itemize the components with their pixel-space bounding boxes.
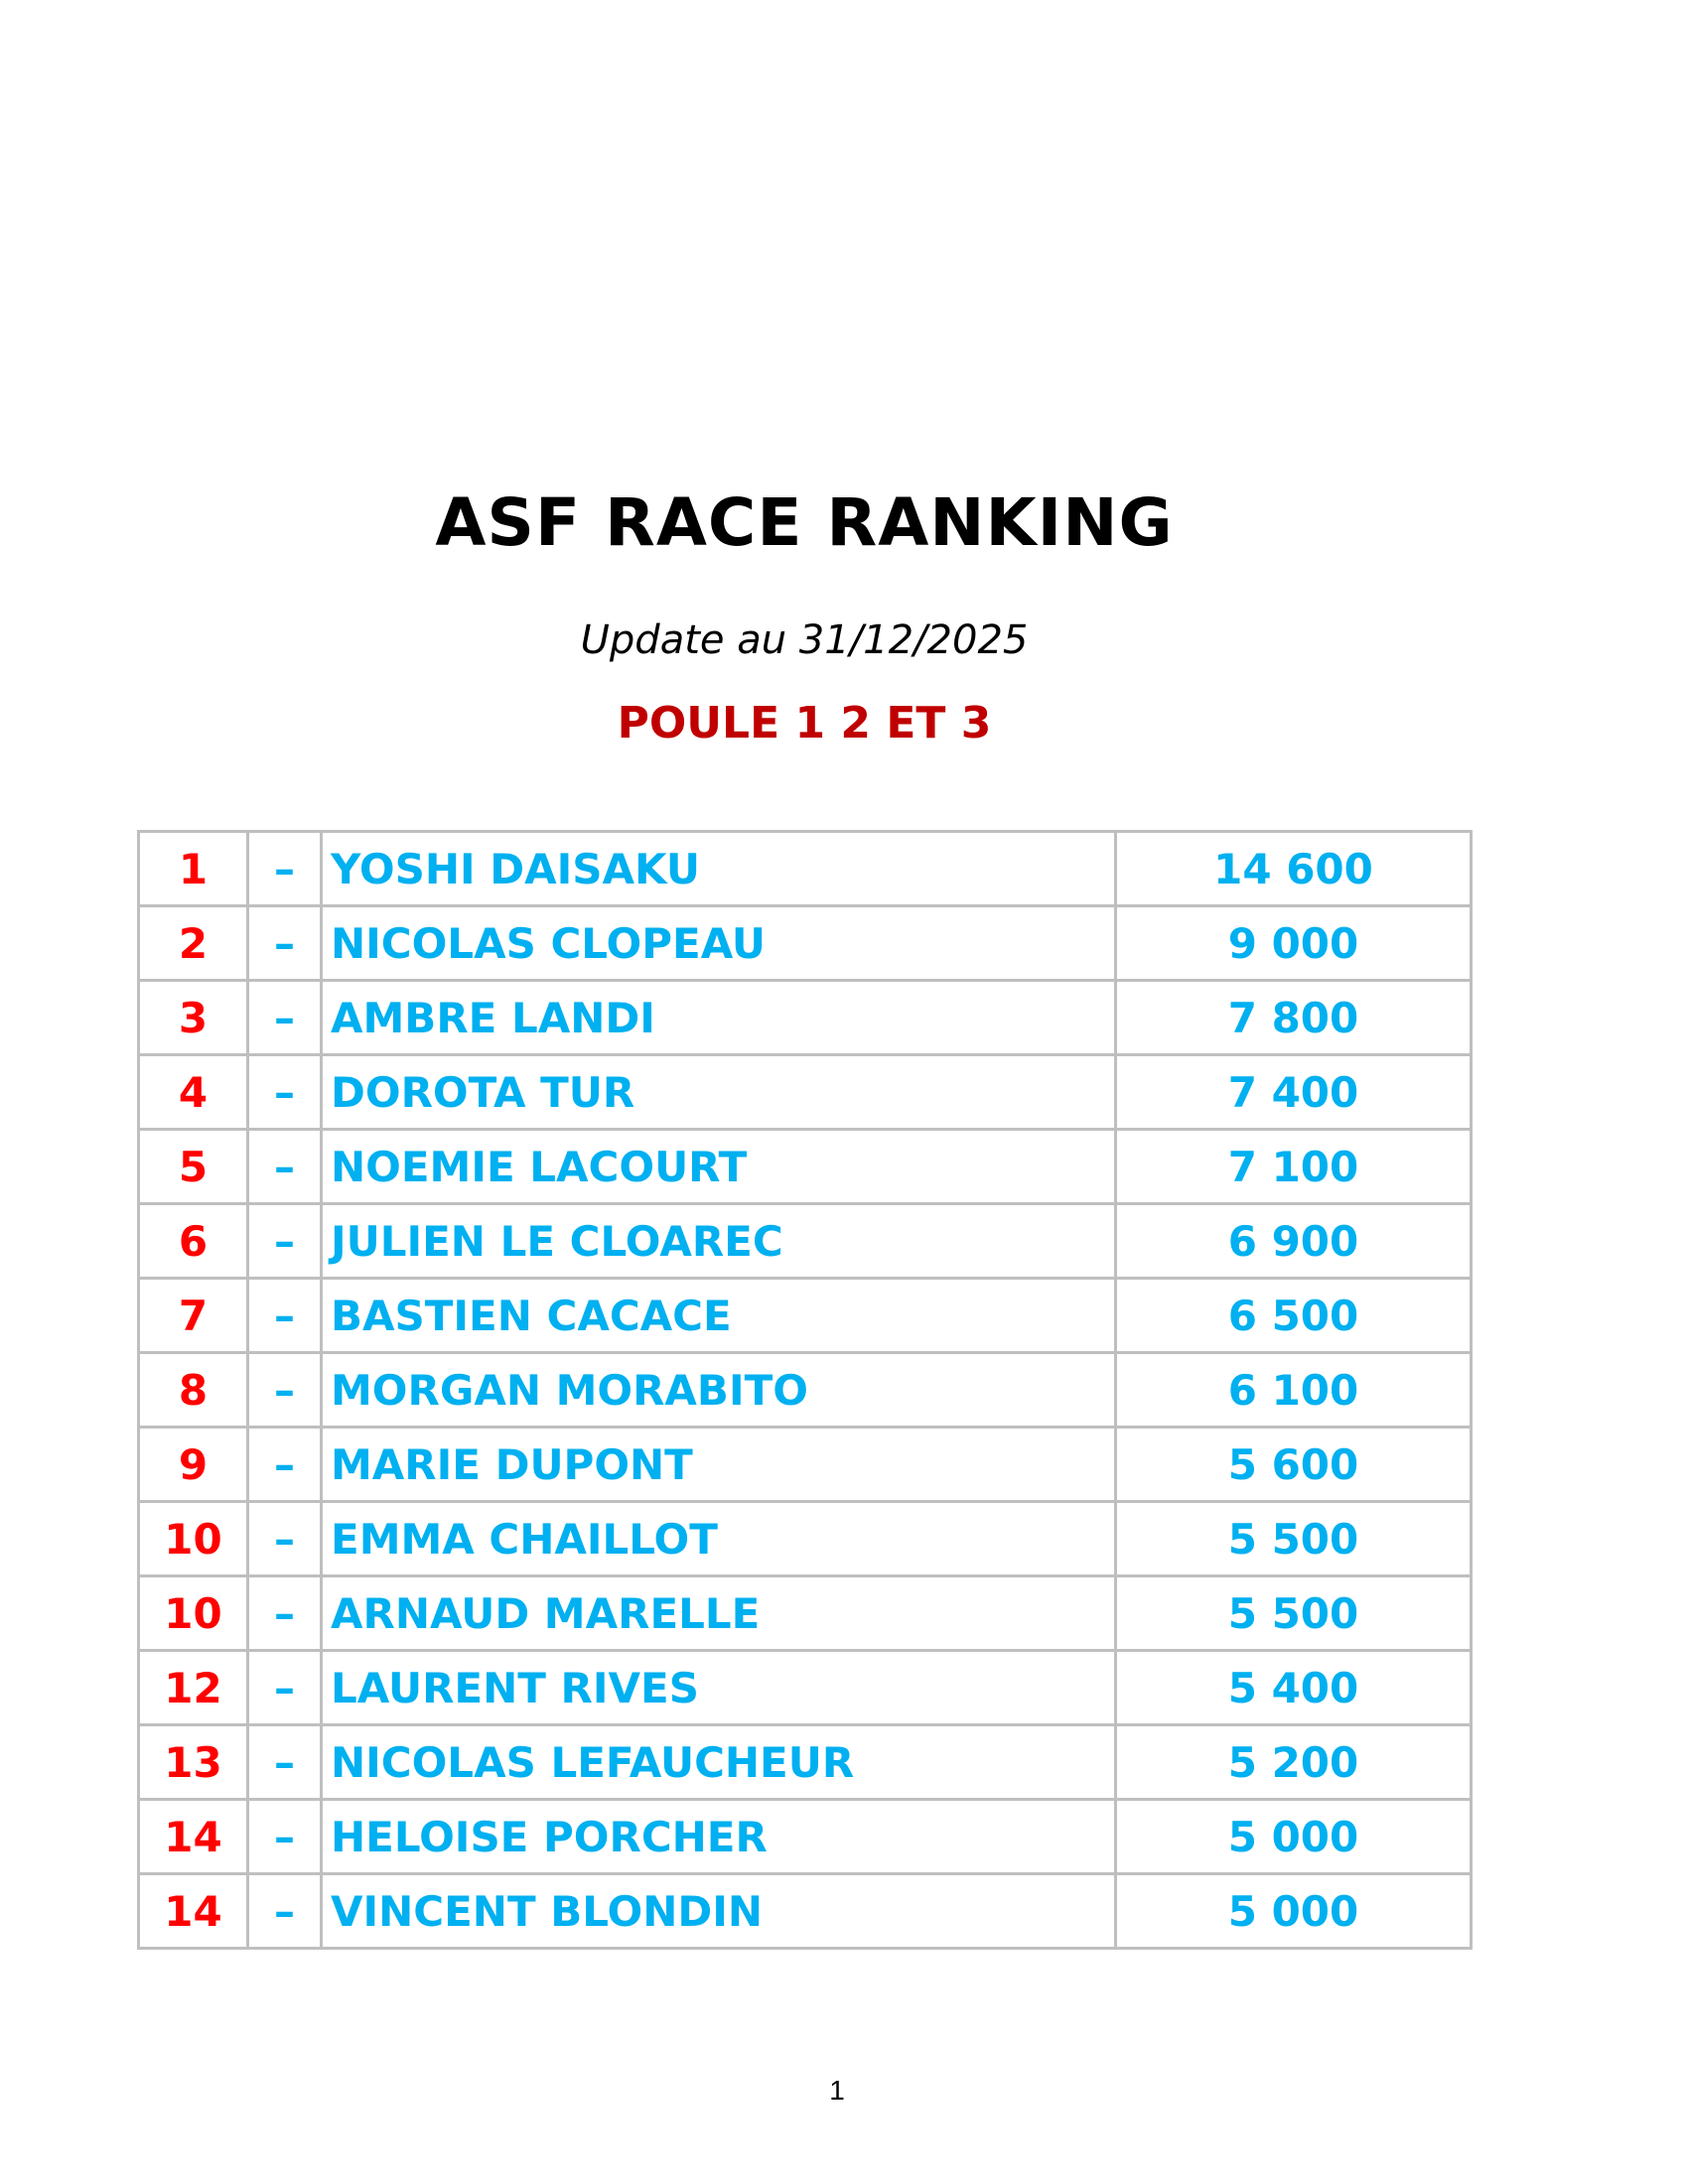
name-cell: EMMA CHAILLOT (322, 1502, 1116, 1576)
separator-cell: – (248, 832, 322, 906)
table-row (139, 1502, 1472, 1576)
rank-cell: 10 (139, 1576, 248, 1651)
table-row (139, 1130, 1472, 1204)
rank-cell: 5 (139, 1130, 248, 1204)
points-cell: 5 500 (1116, 1576, 1472, 1651)
rank-cell: 3 (139, 981, 248, 1055)
separator-cell: – (248, 1204, 322, 1279)
name-cell: VINCENT BLONDIN (322, 1874, 1116, 1949)
name-cell: MARIE DUPONT (322, 1428, 1116, 1502)
name-cell: AMBRE LANDI (322, 981, 1116, 1055)
separator-cell: – (248, 906, 322, 981)
table-row (139, 1800, 1472, 1874)
rank-cell: 14 (139, 1800, 248, 1874)
table-row (139, 1055, 1472, 1130)
name-cell: NICOLAS LEFAUCHEUR (322, 1725, 1116, 1800)
separator-cell: – (248, 1800, 322, 1874)
table-row (139, 1353, 1472, 1428)
points-cell: 5 600 (1116, 1428, 1472, 1502)
separator-cell: – (248, 1502, 322, 1576)
name-cell: JULIEN LE CLOAREC (322, 1204, 1116, 1279)
name-cell: HELOISE PORCHER (322, 1800, 1116, 1874)
separator-cell: – (248, 1279, 322, 1353)
points-cell: 7 800 (1116, 981, 1472, 1055)
section-heading: POULE 1 2 ET 3 (617, 698, 992, 749)
rank-cell: 14 (139, 1874, 248, 1949)
separator-cell: – (248, 1874, 322, 1949)
points-cell: 7 400 (1116, 1055, 1472, 1130)
points-cell: 5 400 (1116, 1651, 1472, 1725)
table-row (139, 1428, 1472, 1502)
separator-cell: – (248, 1353, 322, 1428)
points-cell: 7 100 (1116, 1130, 1472, 1204)
table-row (139, 1279, 1472, 1353)
separator-cell: – (248, 1055, 322, 1130)
separator-cell: – (248, 1651, 322, 1725)
table-row (139, 832, 1472, 906)
separator-cell: – (248, 981, 322, 1055)
points-cell: 9 000 (1116, 906, 1472, 981)
table-row (139, 1874, 1472, 1949)
rank-cell: 9 (139, 1428, 248, 1502)
name-cell: NICOLAS CLOPEAU (322, 906, 1116, 981)
name-cell: NOEMIE LACOURT (322, 1130, 1116, 1204)
rank-cell: 13 (139, 1725, 248, 1800)
points-cell: 6 500 (1116, 1279, 1472, 1353)
table-row (139, 1576, 1472, 1651)
rank-cell: 2 (139, 906, 248, 981)
rank-cell: 4 (139, 1055, 248, 1130)
name-cell: BASTIEN CACACE (322, 1279, 1116, 1353)
ranking-table (137, 830, 1473, 1950)
rank-cell: 7 (139, 1279, 248, 1353)
points-cell: 6 100 (1116, 1353, 1472, 1428)
separator-cell: – (248, 1130, 322, 1204)
table-row (139, 906, 1472, 981)
rank-cell: 10 (139, 1502, 248, 1576)
page-title: ASF RACE RANKING (435, 484, 1174, 561)
points-cell: 5 000 (1116, 1800, 1472, 1874)
page-number: 1 (829, 2075, 845, 2106)
points-cell: 5 200 (1116, 1725, 1472, 1800)
name-cell: ARNAUD MARELLE (322, 1576, 1116, 1651)
name-cell: LAURENT RIVES (322, 1651, 1116, 1725)
table-row (139, 981, 1472, 1055)
points-cell: 14 600 (1116, 832, 1472, 906)
name-cell: MORGAN MORABITO (322, 1353, 1116, 1428)
separator-cell: – (248, 1428, 322, 1502)
separator-cell: – (248, 1725, 322, 1800)
separator-cell: – (248, 1576, 322, 1651)
points-cell: 5 000 (1116, 1874, 1472, 1949)
rank-cell: 1 (139, 832, 248, 906)
table-row (139, 1725, 1472, 1800)
rank-cell: 8 (139, 1353, 248, 1428)
table-row (139, 1204, 1472, 1279)
points-cell: 5 500 (1116, 1502, 1472, 1576)
points-cell: 6 900 (1116, 1204, 1472, 1279)
update-date: Update au 31/12/2025 (580, 617, 1029, 663)
name-cell: YOSHI DAISAKU (322, 832, 1116, 906)
name-cell: DOROTA TUR (322, 1055, 1116, 1130)
rank-cell: 6 (139, 1204, 248, 1279)
rank-cell: 12 (139, 1651, 248, 1725)
table-row (139, 1651, 1472, 1725)
